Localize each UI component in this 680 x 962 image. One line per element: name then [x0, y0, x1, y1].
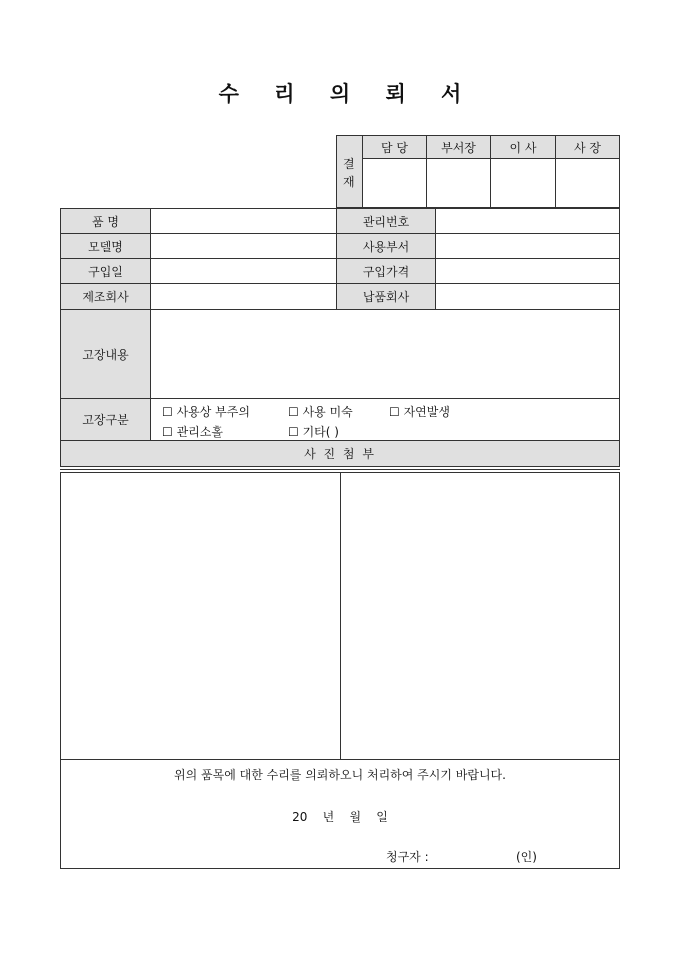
label-use-dept: 사용부서	[336, 233, 436, 259]
approval-sign-director[interactable]	[490, 158, 556, 208]
input-use-dept[interactable]	[435, 233, 620, 259]
input-supplier[interactable]	[435, 283, 620, 310]
label-manage-no: 관리번호	[336, 208, 436, 234]
approval-sign-president[interactable]	[555, 158, 620, 208]
input-item-name[interactable]	[150, 208, 337, 234]
label-fault-type: 고장구분	[60, 398, 151, 441]
approval-side-label-2: 재	[343, 175, 355, 189]
fault-option-natural[interactable]: ☐ 자연발생	[389, 405, 450, 419]
double-rule-divider	[60, 469, 620, 470]
approval-sign-staff[interactable]	[362, 158, 427, 208]
approval-col-president: 사 장	[555, 135, 620, 159]
input-purchase-price[interactable]	[435, 258, 620, 284]
fault-option-inexperience[interactable]: ☐ 사용 미숙	[288, 405, 353, 419]
label-model-name: 모델명	[60, 233, 151, 259]
approval-col-staff: 담 당	[362, 135, 427, 159]
label-purchase-price: 구입가격	[336, 258, 436, 284]
approval-col-director: 이 사	[490, 135, 556, 159]
requester-label: 청구자 :	[386, 850, 429, 864]
input-manage-no[interactable]	[435, 208, 620, 234]
document-title: 수 리 의 뢰 서	[218, 81, 476, 106]
request-statement: 위의 품목에 대한 수리를 의뢰하오니 처리하여 주시기 바랍니다.	[174, 768, 506, 782]
label-fault-detail: 고장내용	[60, 309, 151, 399]
approval-sign-dept-head[interactable]	[426, 158, 491, 208]
fault-option-other[interactable]: ☐ 기타( )	[288, 425, 339, 439]
input-maker[interactable]	[150, 283, 337, 310]
photo-section-header: 사 진 첨 부	[60, 440, 620, 467]
fault-option-negligence[interactable]: ☐ 관리소홀	[162, 425, 223, 439]
request-date: 20 년 월 일	[292, 810, 388, 824]
input-purchase-date[interactable]	[150, 258, 337, 284]
fault-option-careless[interactable]: ☐ 사용상 부주의	[162, 405, 250, 419]
label-maker: 제조회사	[60, 283, 151, 310]
input-fault-detail[interactable]	[150, 309, 620, 399]
approval-col-dept-head: 부서장	[426, 135, 491, 159]
label-purchase-date: 구입일	[60, 258, 151, 284]
input-model-name[interactable]	[150, 233, 337, 259]
approval-side-label-1: 결	[343, 157, 355, 171]
label-item-name: 품 명	[60, 208, 151, 234]
photo-slot-left[interactable]	[60, 472, 341, 760]
label-supplier: 납품회사	[336, 283, 436, 310]
seal-mark: (인)	[516, 850, 537, 864]
photo-slot-right[interactable]	[340, 472, 620, 760]
